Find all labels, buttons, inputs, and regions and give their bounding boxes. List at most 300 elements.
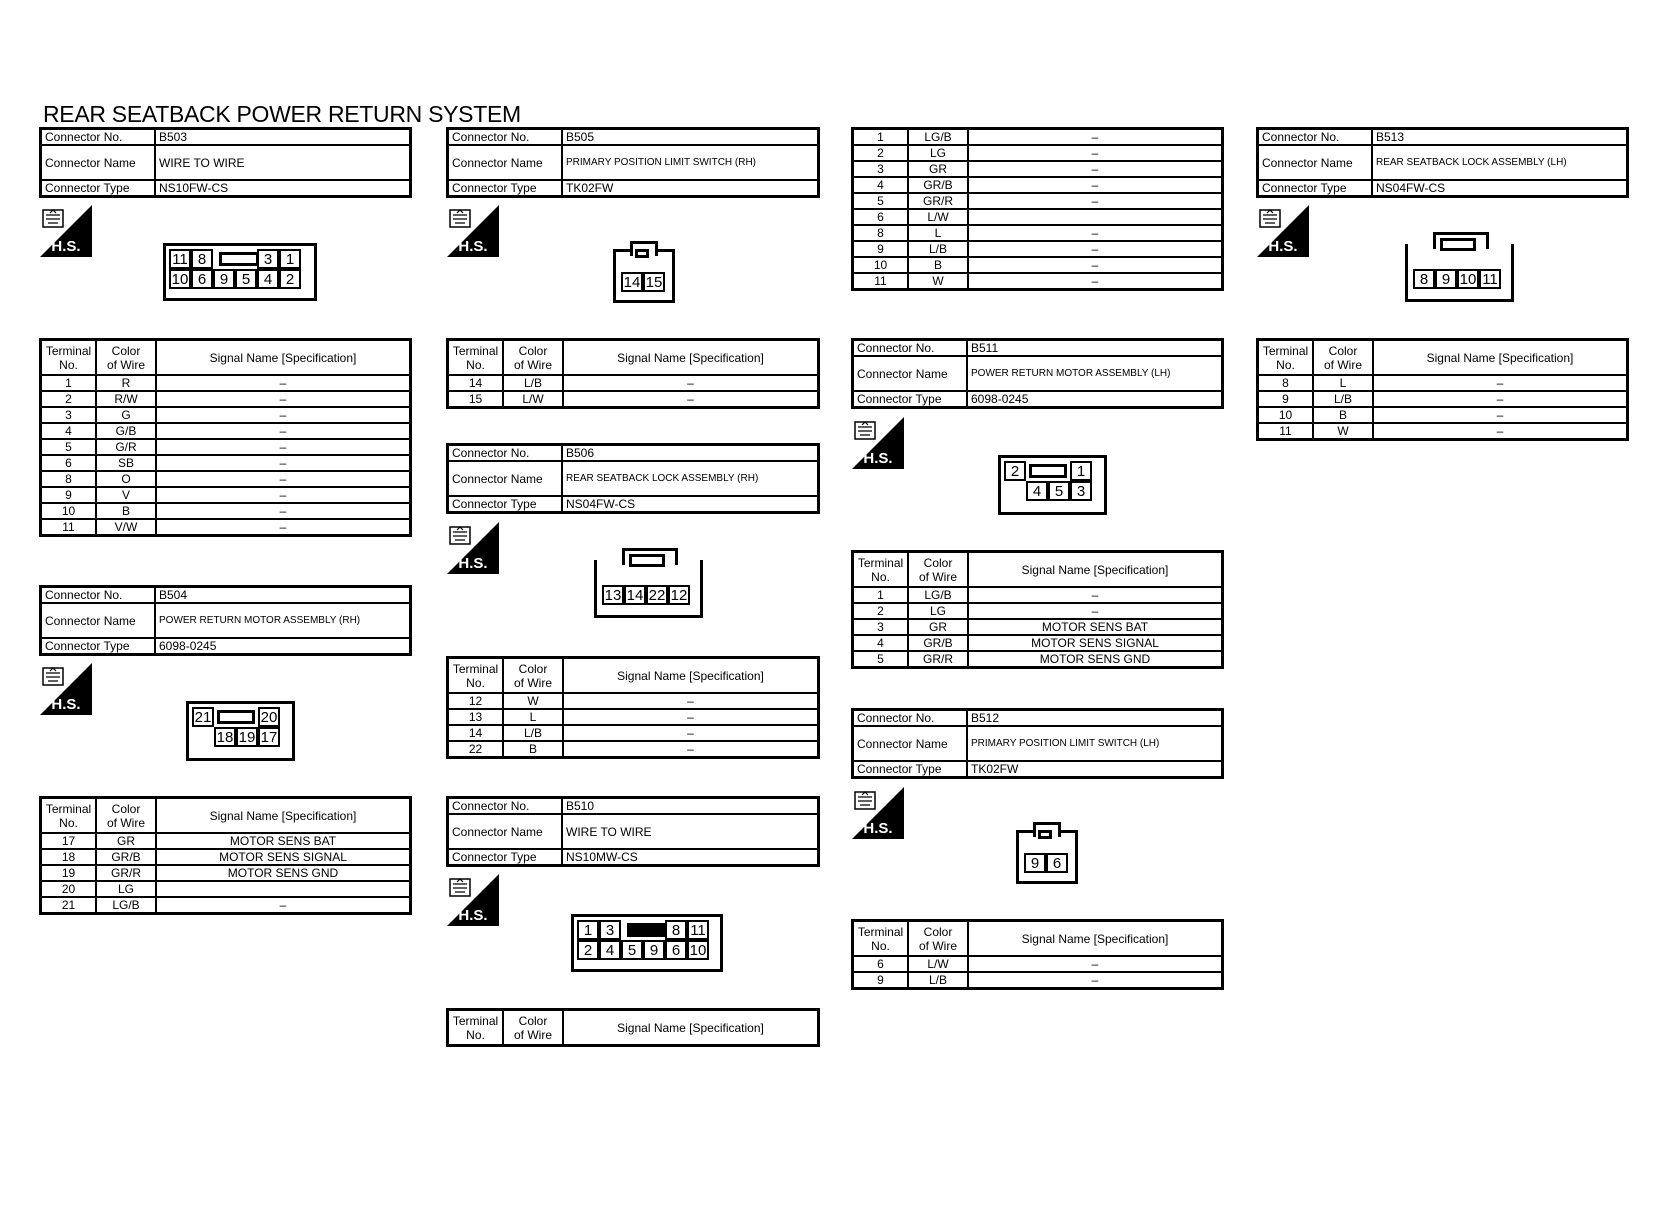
signal-name-cell: –: [156, 503, 411, 519]
terminal-table-b506: [446, 656, 820, 759]
terminal-no-cell: 5: [853, 193, 909, 209]
terminal-label: No.: [59, 357, 78, 372]
signal-name-cell: –: [156, 897, 411, 914]
connector-no-value: B504: [155, 587, 411, 604]
hs-text: H.S.: [863, 450, 893, 467]
pin-cell: 21: [192, 707, 214, 727]
signal-label: Signal Name [Specification]: [563, 340, 819, 376]
table-row: [853, 619, 1223, 635]
terminal-no-cell: 6: [41, 455, 97, 471]
terminal-label: Terminal: [452, 343, 499, 358]
wire-color-cell: L/W: [908, 209, 968, 225]
terminal-label: No.: [871, 938, 890, 953]
connector-no-label: Connector No.: [448, 798, 563, 815]
pin-cell: 4: [257, 269, 279, 289]
terminal-no-cell: 8: [853, 225, 909, 241]
connector-face-b504: [186, 701, 295, 761]
terminal-label: Terminal: [45, 343, 92, 358]
connector-no-label: Connector No.: [41, 587, 156, 604]
signal-label: Signal Name [Specification]: [156, 798, 411, 834]
color-label: Color: [518, 343, 548, 358]
pin-cell: 11: [169, 249, 191, 269]
connector-name-label: Connector Name: [448, 814, 563, 849]
terminal-label: Terminal: [452, 1013, 499, 1028]
pin-cell: 8: [1413, 269, 1435, 289]
connector-face-b513: [1405, 244, 1514, 302]
terminal-no-cell: 8: [41, 471, 97, 487]
connector-no-value: B511: [967, 340, 1223, 357]
table-row: [853, 635, 1223, 651]
table-header: [1258, 340, 1628, 376]
wire-color-cell: B: [908, 257, 968, 273]
signal-name-cell: MOTOR SENS GND: [156, 865, 411, 881]
wire-color-cell: L: [503, 709, 563, 725]
wire-color-cell: R/W: [96, 391, 156, 407]
connector-name-label: Connector Name: [41, 603, 156, 638]
terminal-no-cell: 20: [41, 881, 97, 897]
terminal-no-cell: 1: [853, 129, 909, 146]
color-label: Color: [1328, 343, 1358, 358]
signal-name-cell: –: [156, 487, 411, 503]
table-row: [853, 257, 1223, 273]
pin-cell: 5: [235, 269, 257, 289]
color-label: Color: [111, 343, 141, 358]
wire-color-cell: L/B: [1313, 391, 1373, 407]
color-label: Color: [923, 924, 953, 939]
wire-color-cell: L/W: [503, 391, 563, 408]
connector-type-value: TK02FW: [967, 761, 1223, 778]
hs-text: H.S.: [458, 238, 488, 255]
table-row: [853, 603, 1223, 619]
signal-name-cell: –: [563, 375, 819, 391]
terminal-no-cell: 9: [1258, 391, 1314, 407]
wire-color-cell: LG: [908, 145, 968, 161]
wire-color-cell: L/B: [908, 972, 968, 989]
wire-color-cell: L/B: [908, 241, 968, 257]
connector-header-b511: [851, 338, 1224, 409]
pin-cell: 11: [1479, 269, 1501, 289]
pin-cell: 11: [687, 920, 709, 940]
color-label: Color: [518, 1013, 548, 1028]
connector-no-label: Connector No.: [448, 129, 563, 146]
terminal-no-cell: 18: [41, 849, 97, 865]
pin-cell: 4: [599, 940, 621, 960]
color-label: Color: [923, 555, 953, 570]
connector-lock: [629, 554, 665, 567]
connector-type-value: TK02FW: [562, 180, 819, 197]
empty-cavity: [192, 727, 214, 747]
wire-color-cell: GR: [908, 161, 968, 177]
signal-name-cell: –: [968, 972, 1223, 989]
table-row: [41, 849, 411, 865]
table-row: [853, 225, 1223, 241]
color-label: of Wire: [918, 938, 957, 953]
terminal-no-cell: 2: [853, 603, 909, 619]
terminal-no-cell: 11: [1258, 423, 1314, 440]
pin-cell: 6: [665, 940, 687, 960]
terminal-label: Terminal: [857, 555, 904, 570]
table-header: [41, 340, 411, 376]
table-header: [448, 340, 819, 376]
table-row: [41, 833, 411, 849]
table-row: [853, 193, 1223, 209]
terminal-no-cell: 12: [448, 693, 504, 709]
table-row: [853, 956, 1223, 972]
table-row: [41, 439, 411, 455]
signal-name-cell: –: [968, 177, 1223, 193]
connector-header-b513: [1256, 127, 1629, 198]
table-row: [41, 391, 411, 407]
table-row: [1258, 423, 1628, 440]
terminal-no-cell: 10: [41, 503, 97, 519]
terminal-no-cell: 1: [853, 587, 909, 603]
table-row: [448, 391, 819, 408]
connector-lock: [217, 710, 255, 724]
table-row: [448, 375, 819, 391]
connector-lock: [1029, 464, 1067, 478]
connector-no-value: B510: [562, 798, 819, 815]
connector-name-label: Connector Name: [853, 356, 968, 391]
table-row: [41, 503, 411, 519]
terminal-no-cell: 11: [853, 273, 909, 290]
table-row: [448, 709, 819, 725]
wire-color-cell: V/W: [96, 519, 156, 536]
signal-name-cell: –: [968, 241, 1223, 257]
connector-header-b510: [446, 796, 820, 867]
table-row: [448, 725, 819, 741]
table-row: [41, 865, 411, 881]
wire-color-cell: SB: [96, 455, 156, 471]
signal-name-cell: –: [968, 193, 1223, 209]
color-label: Color: [518, 661, 548, 676]
connector-lock: [219, 252, 259, 266]
wire-color-cell: L/B: [503, 375, 563, 391]
table-row: [1258, 391, 1628, 407]
wire-color-cell: B: [96, 503, 156, 519]
connector-name-label: Connector Name: [448, 461, 563, 496]
hs-text: H.S.: [51, 696, 81, 713]
terminal-table-b511: [851, 550, 1224, 669]
wire-color-cell: L: [1313, 375, 1373, 391]
pin-cell: 10: [687, 940, 709, 960]
color-label: of Wire: [918, 569, 957, 584]
connector-name-value: POWER RETURN MOTOR ASSEMBLY (LH): [967, 356, 1223, 391]
table-row: [1258, 375, 1628, 391]
signal-name-cell: –: [563, 391, 819, 408]
terminal-no-cell: 3: [853, 161, 909, 177]
connector-name-label: Connector Name: [1258, 145, 1373, 180]
connector-type-value: 6098-0245: [155, 638, 411, 655]
table-row: [853, 129, 1223, 146]
wire-color-cell: GR/R: [96, 865, 156, 881]
table-header: [41, 798, 411, 834]
signal-name-cell: –: [156, 423, 411, 439]
connector-face-b505: [613, 249, 675, 303]
terminal-no-cell: 22: [448, 741, 504, 758]
table-header: [853, 552, 1223, 588]
connector-header-b504: [39, 585, 412, 656]
terminal-label: No.: [1276, 357, 1295, 372]
hs-text: H.S.: [458, 907, 488, 924]
wire-color-cell: LG/B: [96, 897, 156, 914]
wire-color-cell: O: [96, 471, 156, 487]
connector-type-label: Connector Type: [448, 496, 563, 513]
connector-no-value: B506: [562, 445, 819, 462]
connector-no-label: Connector No.: [448, 445, 563, 462]
connector-type-label: Connector Type: [41, 638, 156, 655]
harness-side-icon: [447, 874, 499, 926]
connector-type-label: Connector Type: [853, 761, 968, 778]
wire-color-cell: R: [96, 375, 156, 391]
terminal-no-cell: 19: [41, 865, 97, 881]
harness-side-icon: [447, 205, 499, 257]
signal-name-cell: [156, 881, 411, 897]
terminal-no-cell: 1: [41, 375, 97, 391]
terminal-table-b512: [851, 919, 1224, 990]
color-label: of Wire: [106, 357, 145, 372]
color-label: of Wire: [513, 357, 552, 372]
table-row: [853, 209, 1223, 225]
connector-face-b511: [998, 455, 1107, 515]
terminal-label: Terminal: [857, 924, 904, 939]
terminal-table-b504: [39, 796, 412, 915]
connector-name-value: WIRE TO WIRE: [562, 814, 819, 849]
signal-label: Signal Name [Specification]: [1373, 340, 1628, 376]
signal-name-cell: MOTOR SENS BAT: [968, 619, 1223, 635]
terminal-table-b510: [851, 127, 1224, 291]
connector-face-b512: [1016, 830, 1078, 884]
signal-name-cell: –: [1373, 423, 1628, 440]
hs-text: H.S.: [51, 238, 81, 255]
table-header: [853, 921, 1223, 957]
connector-name-label: Connector Name: [448, 145, 563, 180]
table-row: [41, 407, 411, 423]
table-row: [853, 587, 1223, 603]
wire-color-cell: G/R: [96, 439, 156, 455]
signal-label: Signal Name [Specification]: [968, 552, 1223, 588]
table-row: [41, 375, 411, 391]
color-label: of Wire: [106, 815, 145, 830]
connector-type-label: Connector Type: [448, 180, 563, 197]
pin-cell: 1: [279, 249, 301, 269]
pin-cell: 9: [1024, 853, 1046, 873]
signal-label: Signal Name [Specification]: [563, 1010, 819, 1046]
table-row: [853, 241, 1223, 257]
signal-name-cell: MOTOR SENS BAT: [156, 833, 411, 849]
connector-type-value: NS04FW-CS: [562, 496, 819, 513]
connector-lock: [627, 923, 667, 937]
color-label: of Wire: [513, 1027, 552, 1042]
pin-cell: 2: [577, 940, 599, 960]
signal-name-cell: –: [156, 455, 411, 471]
connector-type-label: Connector Type: [1258, 180, 1373, 197]
pin-cell: 5: [621, 940, 643, 960]
signal-name-cell: –: [1373, 391, 1628, 407]
signal-label: Signal Name [Specification]: [156, 340, 411, 376]
connector-type-value: NS10MW-CS: [562, 849, 819, 866]
pin-cell: 8: [665, 920, 687, 940]
pin-cell: 6: [1046, 853, 1068, 873]
pin-cell: 2: [1004, 461, 1026, 481]
pin-cell: 1: [577, 920, 599, 940]
connector-no-label: Connector No.: [853, 710, 968, 727]
empty-cavity: [1004, 481, 1026, 501]
terminal-no-cell: 21: [41, 897, 97, 914]
pin-cell: 3: [257, 249, 279, 269]
terminal-no-cell: 14: [448, 375, 504, 391]
wire-color-cell: GR: [908, 619, 968, 635]
table-row: [41, 455, 411, 471]
table-row: [41, 471, 411, 487]
wire-color-cell: L/W: [908, 956, 968, 972]
terminal-no-cell: 5: [41, 439, 97, 455]
terminal-no-cell: 2: [41, 391, 97, 407]
terminal-no-cell: 14: [448, 725, 504, 741]
harness-side-icon: [40, 205, 92, 257]
terminal-label: No.: [466, 357, 485, 372]
terminal-no-cell: 3: [41, 407, 97, 423]
terminal-no-cell: 4: [41, 423, 97, 439]
table-row: [41, 897, 411, 914]
wire-color-cell: GR/B: [96, 849, 156, 865]
signal-name-cell: –: [968, 225, 1223, 241]
color-label: of Wire: [1323, 357, 1362, 372]
signal-name-cell: –: [968, 603, 1223, 619]
signal-name-cell: –: [968, 161, 1223, 177]
table-row: [853, 161, 1223, 177]
connector-type-value: 6098-0245: [967, 391, 1223, 408]
connector-type-value: NS04FW-CS: [1372, 180, 1628, 197]
table-row: [853, 651, 1223, 668]
wire-color-cell: L: [908, 225, 968, 241]
table-row: [853, 177, 1223, 193]
pin-cell: 9: [643, 940, 665, 960]
signal-name-cell: MOTOR SENS SIGNAL: [968, 635, 1223, 651]
pin-cell: 2: [279, 269, 301, 289]
signal-name-cell: –: [968, 129, 1223, 146]
terminal-table-b503: [39, 338, 412, 537]
pin-cell: 17: [258, 727, 280, 747]
signal-name-cell: –: [156, 471, 411, 487]
pin-cell: 19: [236, 727, 258, 747]
pin-cell: 3: [1070, 481, 1092, 501]
terminal-no-cell: 13: [448, 709, 504, 725]
connector-type-label: Connector Type: [853, 391, 968, 408]
signal-name-cell: –: [156, 407, 411, 423]
connector-name-value: REAR SEATBACK LOCK ASSEMBLY (LH): [1372, 145, 1628, 180]
connector-lock: [1440, 238, 1476, 251]
signal-name-cell: –: [563, 693, 819, 709]
terminal-no-cell: 15: [448, 391, 504, 408]
wire-color-cell: LG: [908, 603, 968, 619]
connector-no-value: B503: [155, 129, 411, 146]
wire-color-cell: B: [503, 741, 563, 758]
wire-color-cell: W: [908, 273, 968, 290]
pin-cell: 1: [1070, 461, 1092, 481]
pin-cell: 6: [191, 269, 213, 289]
harness-side-icon: [1257, 205, 1309, 257]
connector-no-label: Connector No.: [41, 129, 156, 146]
wire-color-cell: G: [96, 407, 156, 423]
connector-name-value: REAR SEATBACK LOCK ASSEMBLY (RH): [562, 461, 819, 496]
signal-name-cell: –: [968, 273, 1223, 290]
table-row: [41, 881, 411, 897]
signal-name-cell: –: [968, 956, 1223, 972]
signal-name-cell: –: [156, 519, 411, 536]
signal-name-cell: –: [156, 375, 411, 391]
terminal-table-b513: [1256, 338, 1629, 441]
wire-color-cell: LG/B: [908, 587, 968, 603]
signal-label: Signal Name [Specification]: [968, 921, 1223, 957]
signal-name-cell: –: [968, 145, 1223, 161]
connector-lock: [1038, 830, 1052, 839]
connector-name-label: Connector Name: [41, 145, 156, 180]
wire-color-cell: W: [1313, 423, 1373, 440]
connector-no-value: B513: [1372, 129, 1628, 146]
pin-cell: 10: [169, 269, 191, 289]
harness-side-icon: [40, 663, 92, 715]
wire-color-cell: GR/B: [908, 635, 968, 651]
harness-side-icon: [447, 522, 499, 574]
connector-no-value: B505: [562, 129, 819, 146]
terminal-no-cell: 8: [1258, 375, 1314, 391]
table-row: [853, 273, 1223, 290]
connector-name-value: POWER RETURN MOTOR ASSEMBLY (RH): [155, 603, 411, 638]
terminal-no-cell: 5: [853, 651, 909, 668]
terminal-label: No.: [59, 815, 78, 830]
table-row: [853, 972, 1223, 989]
terminal-no-cell: 4: [853, 635, 909, 651]
pin-cell: 10: [1457, 269, 1479, 289]
wire-color-cell: GR/B: [908, 177, 968, 193]
terminal-no-cell: 17: [41, 833, 97, 849]
wire-color-cell: GR: [96, 833, 156, 849]
connector-header-b503: [39, 127, 412, 198]
pin-cell: 13: [602, 585, 624, 605]
terminal-no-cell: 11: [41, 519, 97, 536]
pin-cell: 5: [1048, 481, 1070, 501]
table-row: [41, 487, 411, 503]
hs-text: H.S.: [863, 820, 893, 837]
terminal-label: No.: [871, 569, 890, 584]
connector-face-b510: [571, 914, 723, 972]
signal-name-cell: –: [156, 391, 411, 407]
connector-face-b506: [594, 560, 703, 618]
terminal-no-cell: 9: [853, 241, 909, 257]
terminal-label: Terminal: [452, 661, 499, 676]
pin-cell: 8: [191, 249, 213, 269]
signal-name-cell: –: [968, 257, 1223, 273]
connector-type-label: Connector Type: [41, 180, 156, 197]
signal-label: Signal Name [Specification]: [563, 658, 819, 694]
wire-color-cell: V: [96, 487, 156, 503]
terminal-no-cell: 3: [853, 619, 909, 635]
connector-header-b506: [446, 443, 820, 514]
page-title: REAR SEATBACK POWER RETURN SYSTEM: [43, 101, 521, 127]
table-row: [853, 145, 1223, 161]
terminal-no-cell: 6: [853, 209, 909, 225]
wire-color-cell: W: [503, 693, 563, 709]
connector-no-value: B512: [967, 710, 1223, 727]
table-header: [448, 658, 819, 694]
terminal-no-cell: 9: [41, 487, 97, 503]
terminal-no-cell: 6: [853, 956, 909, 972]
terminal-no-cell: 2: [853, 145, 909, 161]
pin-cell: 18: [214, 727, 236, 747]
connector-header-b505: [446, 127, 820, 198]
terminal-label: Terminal: [1262, 343, 1309, 358]
pin-cell: 22: [646, 585, 668, 605]
